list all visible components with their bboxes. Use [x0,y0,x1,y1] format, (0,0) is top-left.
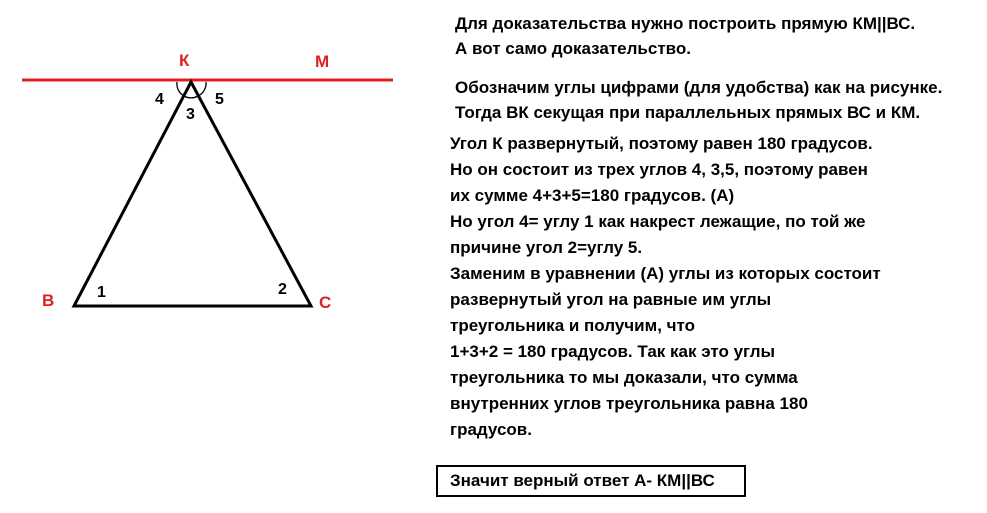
vertex-label-m: М [315,52,330,71]
angle-label-5: 5 [215,91,224,108]
proof-line-4: Тогда ВК секущая при параллельных прямых ВС и КМ. [455,103,921,122]
angle-arc-4 [177,82,184,96]
proof-line-9: причине угол 2=углу 5. [450,238,643,257]
proof-line-10: Заменим в уравнении (А) углы из которых состоит [450,264,881,283]
angle-arc-5 [198,82,206,96]
proof-line-14: треугольника то мы доказали, что сумма [450,368,798,387]
angle-label-4: 4 [155,91,164,108]
proof-line-1: Для доказательства нужно построить прямую КМ||ВС. [455,14,916,33]
proof-line-2: А вот само доказательство. [455,39,691,58]
proof-line-5: Угол К развернутый, поэтому равен 180 градусов. [450,134,873,153]
angle-label-1: 1 [97,284,106,301]
proof-line-11: развернутый угол на равные им углы [450,290,772,309]
proof-line-16: градусов. [450,420,532,439]
proof-line-3: Обозначим углы цифрами (для удобства) как на рисунке. [455,78,943,97]
proof-line-12: треугольника и получим, что [450,316,695,335]
proof-line-6: Но он состоит из трех углов 4, 3,5, поэтому равен [450,160,868,179]
angle-label-3: 3 [186,106,195,123]
answer-box: Значит верный ответ А- КМ||ВС [436,465,746,497]
vertex-label-c: С [319,293,332,312]
proof-line-8: Но угол 4= углу 1 как накрест лежащие, по той же [450,212,866,231]
vertex-label-b: В [42,291,55,310]
angle-label-2: 2 [278,281,287,298]
vertex-label-k: К [179,51,190,70]
angle-arc-3 [184,96,198,98]
proof-line-7: их сумме 4+3+5=180 градусов. (А) [450,186,735,205]
proof-line-13: 1+3+2 = 180 градусов. Так как это углы [450,342,776,361]
proof-line-15: внутренних углов треугольника равна 180 [450,394,808,413]
